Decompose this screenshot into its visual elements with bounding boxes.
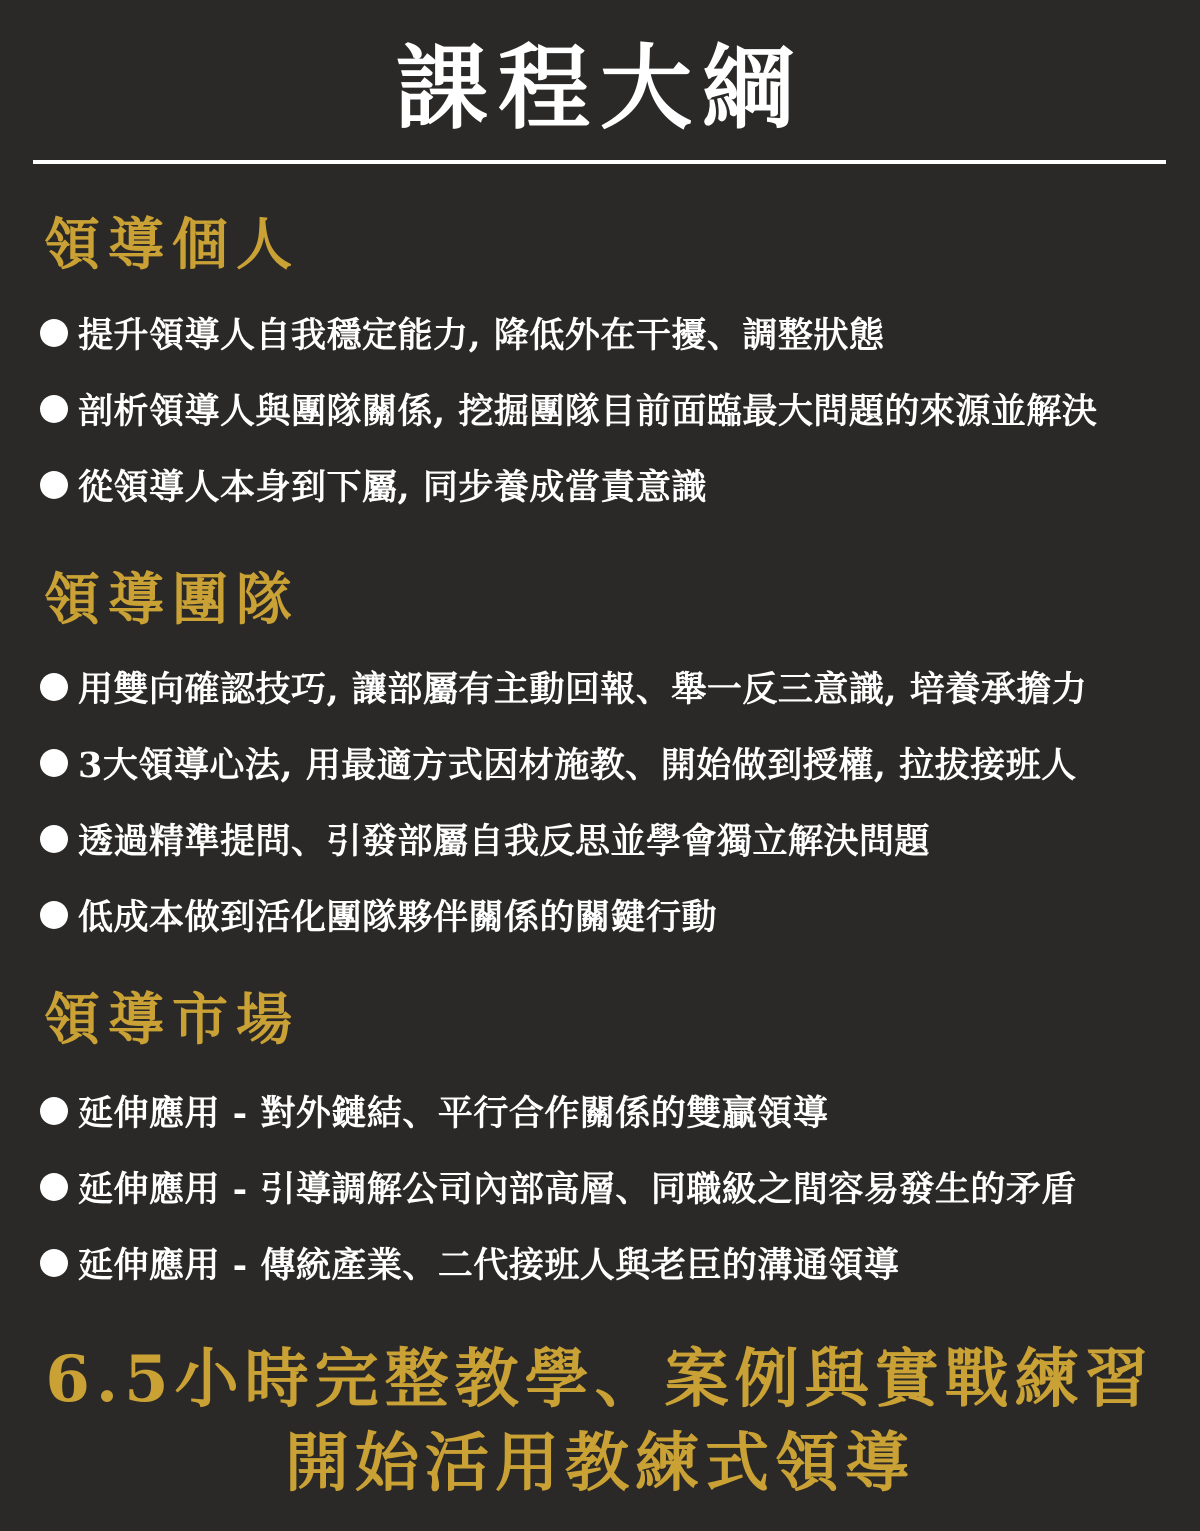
list-item-text: 從領導人本身到下屬, 同步養成當責意識 — [78, 467, 707, 508]
list-item — [40, 1225, 1180, 1301]
list-item — [40, 371, 1180, 447]
bullet-dot-icon — [40, 825, 68, 853]
bullet-dot-icon — [40, 395, 68, 423]
list-item — [40, 447, 1180, 523]
list-item-text: 延伸應用 - 對外鏈結、平行合作關係的雙贏領導 — [78, 1093, 829, 1134]
bullet-dot-icon — [40, 319, 68, 347]
footer-tagline — [0, 1338, 1200, 1506]
list-item-text: 提升領導人自我穩定能力, 降低外在干擾、調整狀態 — [78, 315, 885, 356]
list-item — [40, 801, 1180, 877]
section-heading-leading-team: 領導團隊 — [44, 567, 300, 633]
list-item — [40, 725, 1180, 801]
section-list-leading-self — [40, 295, 1180, 523]
bullet-dot-icon — [40, 901, 68, 929]
list-item-text: 低成本做到活化團隊夥伴關係的關鍵行動 — [78, 897, 718, 938]
page-title: 課程大綱 — [395, 34, 804, 142]
list-item-text: 剖析領導人與團隊關係, 挖掘團隊目前面臨最大問題的來源並解決 — [78, 391, 1098, 432]
list-item-text: 延伸應用 - 引導調解公司內部高層、同職級之間容易發生的矛盾 — [78, 1169, 1077, 1210]
footer-line-coaching: 開始活用教練式領導 — [285, 1426, 915, 1501]
list-item — [40, 877, 1180, 953]
bullet-dot-icon — [40, 1173, 68, 1201]
footer-line-duration: 6.5小時完整教學、案例與實戰練習 — [45, 1342, 1155, 1417]
list-item-text: 用雙向確認技巧, 讓部屬有主動回報、舉一反三意識, 培養承擔力 — [78, 669, 1088, 710]
list-item — [40, 295, 1180, 371]
list-item — [40, 649, 1180, 725]
section-heading-leading-self: 領導個人 — [44, 212, 300, 278]
bullet-dot-icon — [40, 1097, 68, 1125]
list-item — [40, 1149, 1180, 1225]
section-list-leading-market — [40, 1073, 1180, 1301]
section-list-leading-team — [40, 649, 1180, 953]
bullet-dot-icon — [40, 673, 68, 701]
list-item-text: 延伸應用 - 傳統產業、二代接班人與老臣的溝通領導 — [78, 1245, 900, 1286]
section-heading-leading-market: 領導市場 — [44, 987, 300, 1053]
list-item-text: 3大領導心法, 用最適方式因材施教、開始做到授權, 拉拔接班人 — [78, 745, 1077, 786]
list-item — [40, 1073, 1180, 1149]
bullet-dot-icon — [40, 1249, 68, 1277]
bullet-dot-icon — [40, 749, 68, 777]
bullet-dot-icon — [40, 471, 68, 499]
title-divider — [33, 160, 1166, 164]
list-item-text: 透過精準提問、引發部屬自我反思並學會獨立解決問題 — [78, 821, 931, 862]
